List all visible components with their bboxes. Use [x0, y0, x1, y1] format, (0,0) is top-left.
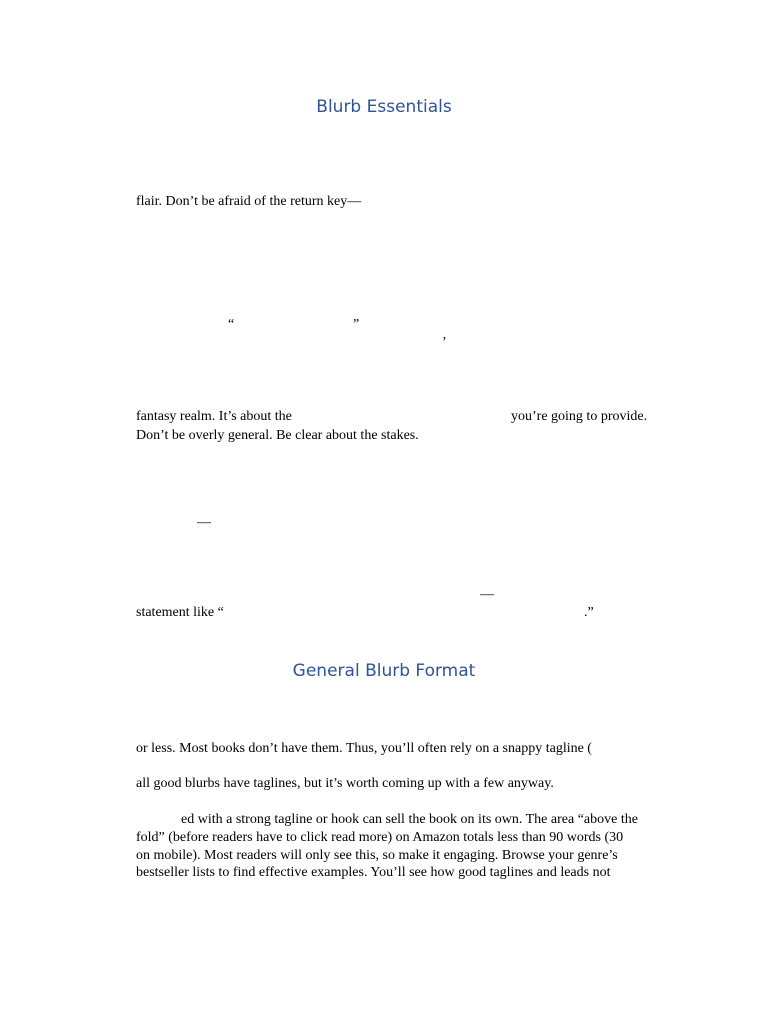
open-quote-mark: “ — [228, 317, 235, 332]
paragraph-line-1: ed with a strong tagline or hook can sell the book on its own. The area “above the — [181, 812, 638, 827]
em-dash-1: — — [197, 515, 211, 530]
heading-general-blurb-format: General Blurb Format — [292, 661, 476, 681]
text-line-stakes: Don’t be overly general. Be clear about the stakes. — [136, 428, 419, 443]
close-quote-mark: ” — [353, 317, 360, 332]
text-line-statement-left: statement like “ — [136, 605, 224, 620]
em-dash-2: — — [480, 587, 494, 602]
text-line-flair: flair. Don’t be afraid of the return key— — [136, 194, 362, 209]
paragraph-line-3: on mobile). Most readers will only see this, so make it engaging. Browse your genre’s — [136, 848, 618, 863]
paragraph-line-2: fold” (before readers have to click read more) on Amazon totals less than 90 words (30 — [136, 830, 624, 845]
text-line-or-less: or less. Most books don’t have them. Thus, you’ll often rely on a snappy tagline ( — [136, 741, 592, 756]
text-line-statement-right: .” — [584, 605, 594, 620]
text-line-fantasy-right: you’re going to provide. — [511, 409, 648, 424]
apostrophe-mark: ’ — [442, 335, 447, 350]
text-line-good-blurbs: all good blurbs have taglines, but it’s worth coming up with a few anyway. — [136, 776, 554, 791]
heading-blurb-essentials: Blurb Essentials — [316, 97, 452, 117]
paragraph-line-4: bestseller lists to find effective examples. You’ll see how good taglines and leads not — [136, 865, 611, 880]
text-line-fantasy-left: fantasy realm. It’s about the — [136, 409, 292, 424]
